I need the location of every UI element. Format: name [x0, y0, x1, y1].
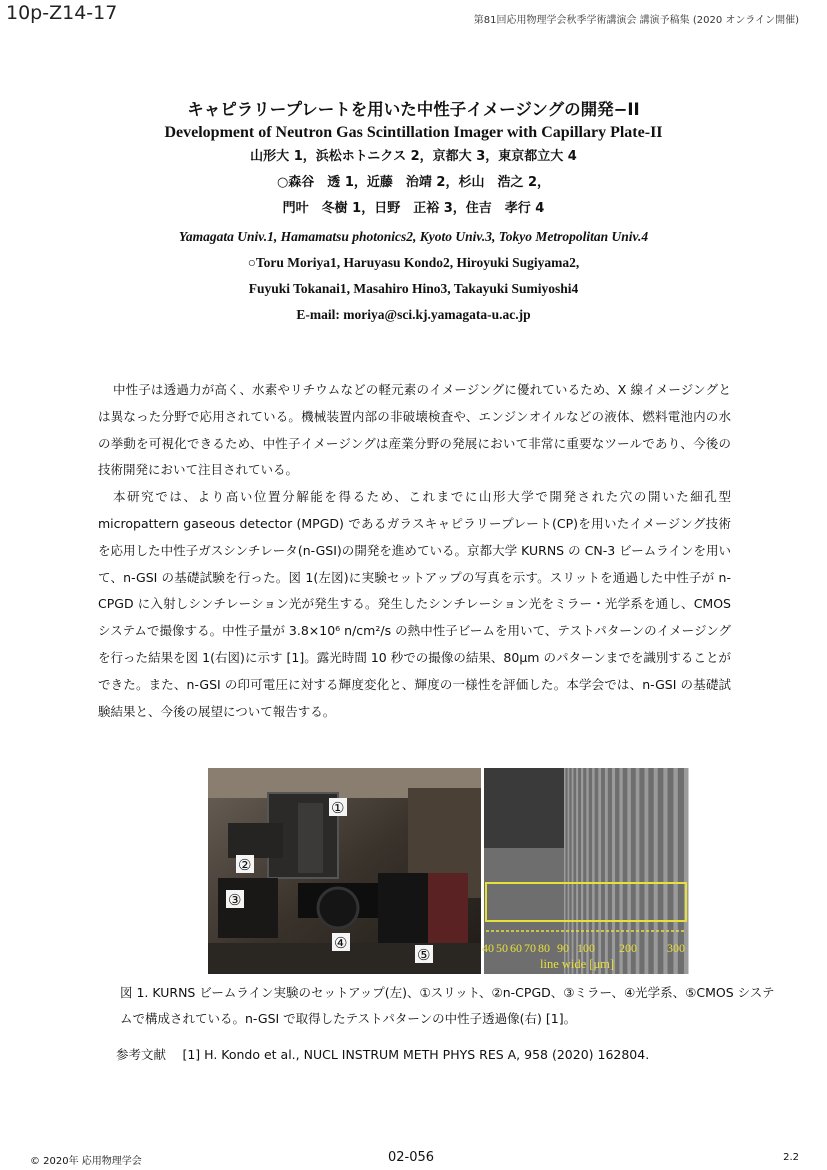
marker-5: ⑤ [417, 946, 431, 964]
marker-3: ③ [228, 891, 242, 909]
authors-japanese-line2: 門叶 冬樹 1，日野 正裕 3，住吉 孝行 4 [282, 201, 545, 216]
affiliations-english: Yamagata Univ.1, Hamamatsu photonics2, Kyoto Univ.3, Tokyo Metropolitan Univ.4 [178, 229, 649, 244]
setup-photo [208, 768, 481, 974]
paragraph-study: 本研究では、より高い位置分解能を得るため、これまでに山形大学で開発された穴の開いた細孔型 micropattern gaseous detector (MPGD) であるガラスキャピラリープレート(CP)を用いたイメージング技術を応用した中性子ガスシンチレータ(n-GSI)の開発を進めている。京都大学 KURNS の CN-3 ビームラインを用いて、n-GSI の基礎試験を行った。図 1(左図)に実験セットアップの写真を示す。スリットを通過した中性子が n-CPGD に入射しシンチレーション光が発生する。発生したシンチレーション光をミラー・光学系を通し、CMOS システムで撮像する。中性子量が 3.8×10⁶ n/cm²/s の熱中性子ビームを用いて、テストパターンのイメージングを行った結果を図 1(右図)に示す [1]。露光時間 10 秒での撮像の結果、80μm のパターンまでを識別することができた。また、n-GSI の印可電圧に対する輝度変化と、輝度の一様性を評価した。本学会では、n-GSI の基礎試験結果と、今後の展望について報告する。 [98, 489, 731, 719]
reference: 参考文献 [1] H. Kondo et al., NUCL INSTRUM METH PHYS RES A, 958 (2020) 162804. [116, 1047, 650, 1062]
title-english: Development of Neutron Gas Scintillation Imager with Capillary Plate-II [164, 124, 663, 141]
axis-label: line wide [μm] [540, 957, 615, 971]
marker-2: ② [238, 856, 252, 874]
tick-label-80: 80 [538, 941, 550, 955]
pattern-stripe [654, 768, 658, 974]
tick-label-300: 300 [667, 941, 685, 955]
tick-label-40: 40 [482, 941, 494, 955]
authors-english-line2: Fuyuki Tokanai1, Masahiro Hino3, Takayuki Sumiyoshi4 [248, 281, 579, 296]
conference-header: 第81回応用物理学会秋季学術講演会 講演予稿集 (2020 オンライン開催) [473, 15, 799, 26]
paragraph-intro: 中性子は透過力が高く、水素やリチウムなどの軽元素のイメージングに優れているため、X 線イメージングとは異なった分野で応用されている。機械装置内部の非破壊検査や、エンジンオイルなどの液体、燃料電池内の水の挙動を可視化できるため、中性子イメージングは産業分野の発展において非常に重要なツールであり、今後の技術開発において注目されている。 [98, 382, 731, 478]
neutron-image [484, 768, 688, 974]
tick-label-200: 200 [619, 941, 637, 955]
contact-email: E-mail: moriya@sci.kj.yamagata-u.ac.jp [296, 307, 531, 322]
pattern-stripe [598, 768, 601, 974]
authors-japanese-line1: ○森谷 透 1，近藤 治靖 2，杉山 浩之 2， [276, 175, 551, 190]
footer-number: 2.2 [783, 1152, 799, 1163]
pattern-stripe [644, 768, 648, 974]
marker-4: ④ [334, 934, 348, 952]
footer-page-id: 02-056 [388, 1150, 435, 1165]
tick-label-60: 60 [510, 941, 522, 955]
tick-label-90: 90 [557, 941, 569, 955]
body-text [98, 377, 731, 725]
title-block [0, 98, 827, 328]
pattern-stripe [612, 768, 615, 974]
affiliations-japanese: 山形大 1，浜松ホトニクス 2，京都大 3，東京都立大 4 [250, 149, 577, 164]
tick-label-100: 100 [577, 941, 595, 955]
marker-1: ① [331, 799, 345, 817]
tick-label-50: 50 [496, 941, 508, 955]
pattern-stripe [605, 768, 608, 974]
figure-1 [208, 768, 688, 974]
footer-copyright: © 2020年 応用物理学会 [30, 1156, 142, 1167]
figure-caption: 図 1. KURNS ビームライン実験のセットアップ(左)、①スリット、②n-CPGD、③ミラー、④光学系、⑤CMOS システムで構成されている。n-GSI で取得したテストパターンの中性子透過像(右) [1]。 [120, 985, 775, 1026]
authors-english-line1: ○Toru Moriya1, Haruyasu Kondo2, Hiroyuki Sugiyama2, [247, 255, 580, 270]
pattern-stripe [572, 768, 574, 974]
paper-code: 10p-Z14-17 [6, 2, 118, 24]
title-japanese: キャピラリープレートを用いた中性子イメージングの開発−II [187, 100, 640, 119]
tick-label-70: 70 [524, 941, 536, 955]
